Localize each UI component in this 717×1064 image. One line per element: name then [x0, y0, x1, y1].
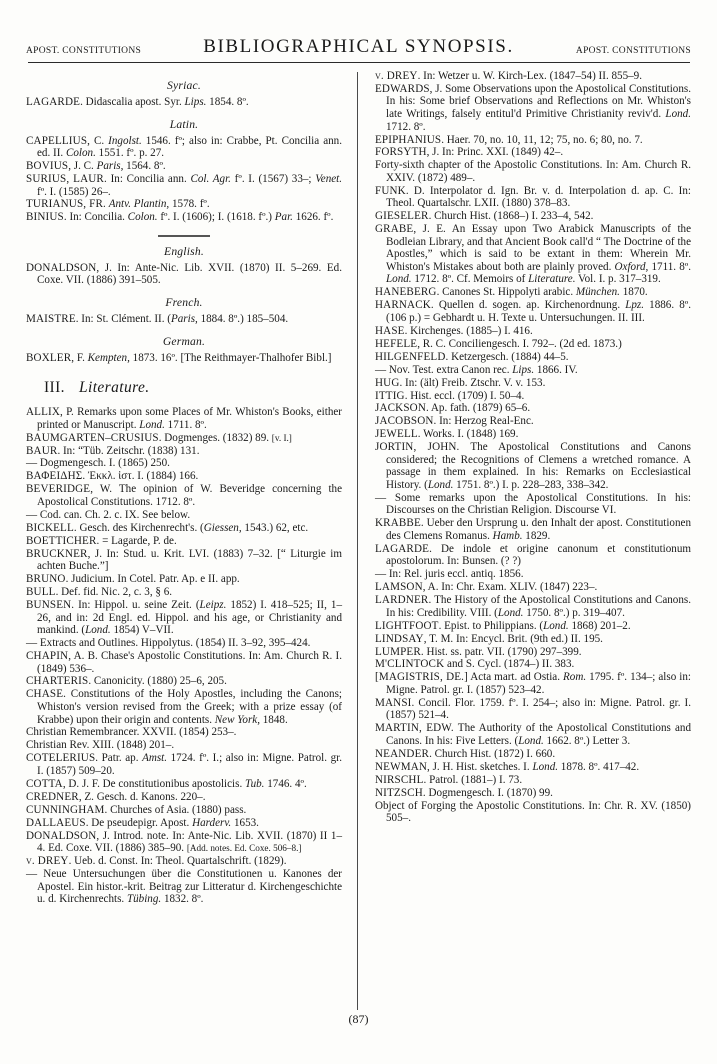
bibliography-entry: NEWMAN, J. H. Hist. sketches. I. Lond. 1878. 8º. 417–42.	[375, 760, 640, 773]
left-column	[26, 70, 342, 1010]
heading-latin: Latin.	[169, 117, 199, 131]
bibliography-entry: LUMPER. Hist. ss. patr. VII. (1790) 297–399.	[375, 645, 582, 658]
bibliography-entry: DONALDSON, J. Introd. note. In: Ante-Nic. Lib. XVII. (1870) II 1–4. Ed. Coxe. VII. (1886) 385–90. [Add. notes. Ed. Coxe. 506–8.]	[26, 829, 342, 855]
bibliography-entry: LAGARDE. Didascalia apost. Syr. Lips. 1854. 8º.	[26, 96, 249, 108]
bibliography-entry: COTELERIUS. Patr. ap. Amst. 1724. fº. I.; also in: Migne. Patrol. gr. I. (1857) 509–20.	[26, 752, 342, 777]
running-head-left: APOST. CONSTITUTIONS	[26, 46, 142, 56]
section-divider-rule	[158, 235, 210, 237]
bibliography-entry: — Some remarks upon the Apostolical Constitutions. In his: Discourses on the Christian Religion. Discourse VI.	[375, 491, 691, 517]
section-heading-literature	[26, 379, 342, 397]
bibliography-entry: JACOBSON. In: Herzog Real-Enc.	[375, 415, 534, 428]
running-head	[26, 30, 691, 58]
bibliography-entry: NIRSCHL. Patrol. (1881–) I. 73.	[375, 773, 523, 786]
bibliography-entry: CHAPIN, A. B. Chase's Apostolic Constitutions. In: Am. Church R. I. (1849) 536–.	[26, 649, 342, 675]
bibliography-entry: CHARTERIS. Canonicity. (1880) 25–6, 205.	[26, 675, 227, 688]
bibliography-entry: HASE. Kirchenges. (1885–) I. 416.	[375, 324, 533, 337]
column-divider-rule	[357, 72, 358, 1010]
bibliography-entry: Object of Forging the Apostolic Constitutions. In: Chr. R. XV. (1850) 505–.	[375, 799, 691, 825]
bibliography-entry: BAUR. In: “Tüb. Zeitschr. (1838) 131.	[26, 444, 200, 457]
bibliography-entry: — Extracts and Outlines. Hippolytus. (1854) II. 3–92, 395–424.	[26, 637, 311, 650]
bibliography-entry: v. DREY. Ueb. d. Const. In: Theol. Quartalschrift. (1829).	[26, 855, 287, 868]
bibliography-entry: HEFELE, R. C. Conciliengesch. I. 792–. (2d ed. 1873.)	[375, 337, 622, 350]
bibliography-entry: HUG. In: (ält) Freib. Ztschr. V. v. 153.	[375, 376, 546, 389]
bibliography-entry: NEANDER. Church Hist. (1872) I. 660.	[375, 747, 556, 760]
bibliography-entry: Forty-sixth chapter of the Apostolic Constitutions. In: Am. Church R. XXIV. (1872) 489–.	[375, 159, 691, 184]
bibliography-entry: FUNK. D. Interpolator d. Ign. Br. v. d. Interpolation d. ap. C. In: Theol. Quartalschr. LXII. (1880) 378–83.	[375, 184, 691, 210]
literature-entry-list	[26, 406, 342, 905]
english-entry-list	[26, 262, 342, 287]
bibliography-entry: FORSYTH, J. In: Princ. XXI. (1849) 42–.	[375, 146, 564, 159]
bibliography-entry: — In: Rel. juris eccl. antiq. 1856.	[375, 568, 524, 581]
bibliography-entry: EPIPHANIUS. Haer. 70, no. 10, 11, 12; 75, no. 6; 80, no. 7.	[375, 133, 643, 146]
bibliography-entry: TURIANUS, FR. Antv. Plantin, 1578. fº.	[26, 198, 210, 211]
bibliography-entry: [MAGISTRIS, DE.] Acta mart. ad Ostia. Rom. 1795. fº. 134–; also in: Migne. Patrol. gr. I. (1857) 523–42.	[375, 671, 691, 696]
right-entry-list	[375, 70, 691, 825]
bibliography-entry: DALLAEUS. De pseudepigr. Apost. Harderv. 1653.	[26, 816, 259, 829]
bibliography-entry: KRABBE. Ueber den Ursprung u. den Inhalt der apost. Constitutionen des Clemens Romanus. Hamb. 1829.	[375, 517, 691, 542]
syriac-entry-list	[26, 96, 342, 109]
heading-english: English.	[164, 244, 204, 258]
bibliography-entry: BINIUS. In: Concilia. Colon. fº. I. (1606); I. (1618. fº.) Par. 1626. fº.	[26, 211, 334, 224]
bibliography-entry: Christian Rev. XIII. (1848) 201–.	[26, 739, 175, 752]
right-column	[375, 70, 691, 1010]
bibliography-entry: CHASE. Constitutions of the Holy Apostles, including the Canons; Whiston's version revised from the Greek; with a prize essay (of Krabbe) upon their origin and contents. New York, 1848.	[26, 688, 342, 726]
bibliography-entry: BICKELL. Gesch. des Kirchenrecht's. (Giessen, 1543.) 62, etc.	[26, 521, 309, 534]
bibliography-entry: BOXLER, F. Kempten, 1873. 16º. [The Reithmayer-Thalhofer Bibl.]	[26, 351, 332, 364]
page-title: BIBLIOGRAPHICAL SYNOPSIS.	[203, 36, 514, 57]
bibliography-entry: CUNNINGHAM. Churches of Asia. (1880) pass.	[26, 803, 247, 816]
bibliography-entry: M'CLINTOCK and S. Cycl. (1874–) II. 383.	[375, 658, 575, 671]
bibliography-entry: EDWARDS, J. Some Observations upon the Apostolical Constitutions. In his: Some brief Observations and Reflections on Mr. Whiston's late Writings, falsely entitul'd Primitive Christianity reviv'd. Lond. 1712. 8º.	[375, 82, 691, 133]
bibliography-entry: HANEBERG. Canones St. Hippolyti arabic. München. 1870.	[375, 286, 648, 299]
bibliography-entry: BRUCKNER, J. In: Stud. u. Krit. LVI. (1883) 7–32. [“ Liturgie im achten Buche.”]	[26, 547, 342, 573]
bibliography-entry: LIGHTFOOT. Epist. to Philippians. (Lond. 1868) 201–2.	[375, 619, 631, 632]
section-word: Literature.	[78, 379, 150, 397]
page-number: (87)	[348, 1012, 369, 1026]
latin-entry-list	[26, 135, 342, 224]
section-number: III.	[44, 379, 65, 397]
bibliography-entry: LARDNER. The History of the Apostolical Constitutions and Canons. In his: Credibility. VIII. (Lond. 1750. 8º.) p. 319–407.	[375, 594, 691, 619]
bibliography-entry: BRUNO. Judicium. In Cotel. Patr. Ap. e II. app.	[26, 573, 240, 586]
bibliography-entry: COTTA, D. J. F. De constitutionibus apostolicis. Tub. 1746. 4º.	[26, 777, 307, 790]
bibliography-entry: ΒΑΦΕΙΔΗΣ. Ἐκκλ. ἱστ. I. (1884) 166.	[26, 470, 199, 483]
bibliography-entry: HARNACK. Quellen d. sogen. ap. Kirchenordnung. Lpz. 1886. 8º. (106 p.) = Gebhardt u. H. Texte u. Untersuchungen. II. III.	[375, 299, 691, 324]
bibliography-entry: BULL. Def. fid. Nic. 2, c. 3, § 6.	[26, 586, 173, 599]
bibliography-entry: — Dogmengesch. I. (1865) 250.	[26, 457, 170, 470]
bibliography-entry: NITZSCH. Dogmengesch. I. (1870) 99.	[375, 786, 553, 799]
french-entry-list	[26, 313, 342, 326]
columns	[26, 70, 691, 1010]
bibliography-entry: DONALDSON, J. In: Ante-Nic. Lib. XVII. (1870) II. 5–269. Ed. Coxe. VII. (1886) 391–505.	[26, 261, 342, 287]
bibliography-entry: LINDSAY, T. M. In: Encycl. Brit. (9th ed.) II. 195.	[375, 632, 603, 645]
heading-french: French.	[165, 296, 203, 310]
bibliography-entry: BUNSEN. In: Hippol. u. seine Zeit. (Leipz. 1852) I. 418–525; II, 1–26, and in: 2d Engl. ed. Hippol. and his age, or Christianity and mankind. (Lond. 1854) V–VII.	[26, 599, 342, 637]
heading-syriac: Syriac.	[167, 79, 201, 92]
bibliography-entry: CAPELLIUS, C. Ingolst. 1546. fº; also in: Crabbe, Pt. Concilia ann. ed. II. Colon. 1551. fº. p. 27.	[26, 134, 342, 160]
bibliography-entry: GRABE, J. E. An Essay upon Two Arabick Manuscripts of the Bodleian Library, and that Ancient Book call'd “ The Doctrine of the Apostles,” which is said to be extant in them: Wherein Mr. Whiston's Mistakes about both are plainly proved. Oxford, 1711. 8º. Lond. 1712. 8º. Cf. Memoirs of Literature. Vol. I. p. 317–319.	[375, 223, 691, 286]
bibliography-entry: MAISTRE. In: St. Clément. II. (Paris, 1884. 8º.) 185–504.	[26, 313, 289, 326]
bibliography-entry: — Neue Untersuchungen über die Constitutionen u. Kanones der Apostel. Ein histor.-krit. Beitrag zur Litteratur d. Kirchengeschichte u. d. Kirchenrechts. Tübing. 1832. 8º.	[26, 867, 342, 906]
bibliography-entry: — Cod. can. Ch. 2. c. IX. See below.	[26, 508, 191, 521]
bibliography-entry: LAGARDE. De indole et origine canonum et constitutionum apostolorum. In: Bunsen. (? ?)	[375, 542, 691, 568]
bibliography-entry: BEVERIDGE, W. The opinion of W. Beveridge concerning the Apostolical Constitutions. 1712. 8º.	[26, 483, 342, 508]
header-rule	[28, 62, 690, 63]
bibliography-entry: CREDNER, Z. Gesch. d. Kanons. 220–.	[26, 790, 206, 803]
bibliography-entry: GIESELER. Church Hist. (1868–) I. 233–4, 542.	[375, 210, 594, 223]
bibliography-entry: MANSI. Concil. Flor. 1759. fº. I. 254–; also in: Migne. Patrol. gr. I. (1857) 521–4.	[375, 696, 691, 722]
bibliography-entry: ALLIX, P. Remarks upon some Places of Mr. Whiston's Books, either printed or Manuscript. Lond. 1711. 8º.	[26, 406, 342, 431]
bibliography-entry: SURIUS, LAUR. In: Concilia ann. Col. Agr. fº. I. (1567) 33–; Venet. fº. I. (1585) 26–.	[26, 172, 343, 198]
bibliography-entry: v. DREY. In: Wetzer u. W. Kirch-Lex. (1847–54) II. 855–9.	[375, 70, 642, 82]
running-head-right: APOST. CONSTITUTIONS	[575, 46, 691, 56]
bibliography-entry: LAMSON, A. In: Chr. Exam. XLIV. (1847) 223–.	[375, 581, 598, 594]
german-entry-list	[26, 352, 342, 365]
bibliography-entry: ITTIG. Hist. eccl. (1709) I. 50–4.	[375, 389, 525, 402]
bibliography-entry: JEWELL. Works. I. (1848) 169.	[375, 428, 519, 441]
bibliography-entry: — Nov. Test. extra Canon rec. Lips. 1866. IV.	[375, 363, 578, 376]
bibliography-entry: BOETTICHER. = Lagarde, P. de.	[26, 534, 177, 547]
heading-german: German.	[162, 334, 206, 348]
bibliography-entry: HILGENFELD. Ketzergesch. (1884) 44–5.	[375, 350, 569, 363]
bibliography-entry: BAUMGARTEN–CRUSIUS. Dogmenges. (1832) 89. [v. I.]	[26, 431, 292, 444]
bibliography-entry: MARTIN, EDW. The Authority of the Apostolical Constitutions and Canons. In his: Five Letters. (Lond. 1662. 8º.) Letter 3.	[375, 722, 692, 747]
bibliography-entry: JORTIN, JOHN. The Apostolical Constitutions and Canons considered; the Recognitions of Clemens a wretched romance. A passage in them explained. In his: Remarks on Ecclesiastical History. (Lond. 1751. 8º.) I. p. 228–283, 338–342.	[375, 441, 691, 491]
bibliography-entry: Christian Remembrancer. XXVII. (1854) 253–.	[26, 726, 237, 739]
bibliography-entry: BOVIUS, J. C. Paris, 1564. 8º.	[26, 160, 166, 173]
bibliography-entry: JACKSON. Ap. fath. (1879) 65–6.	[375, 402, 531, 415]
